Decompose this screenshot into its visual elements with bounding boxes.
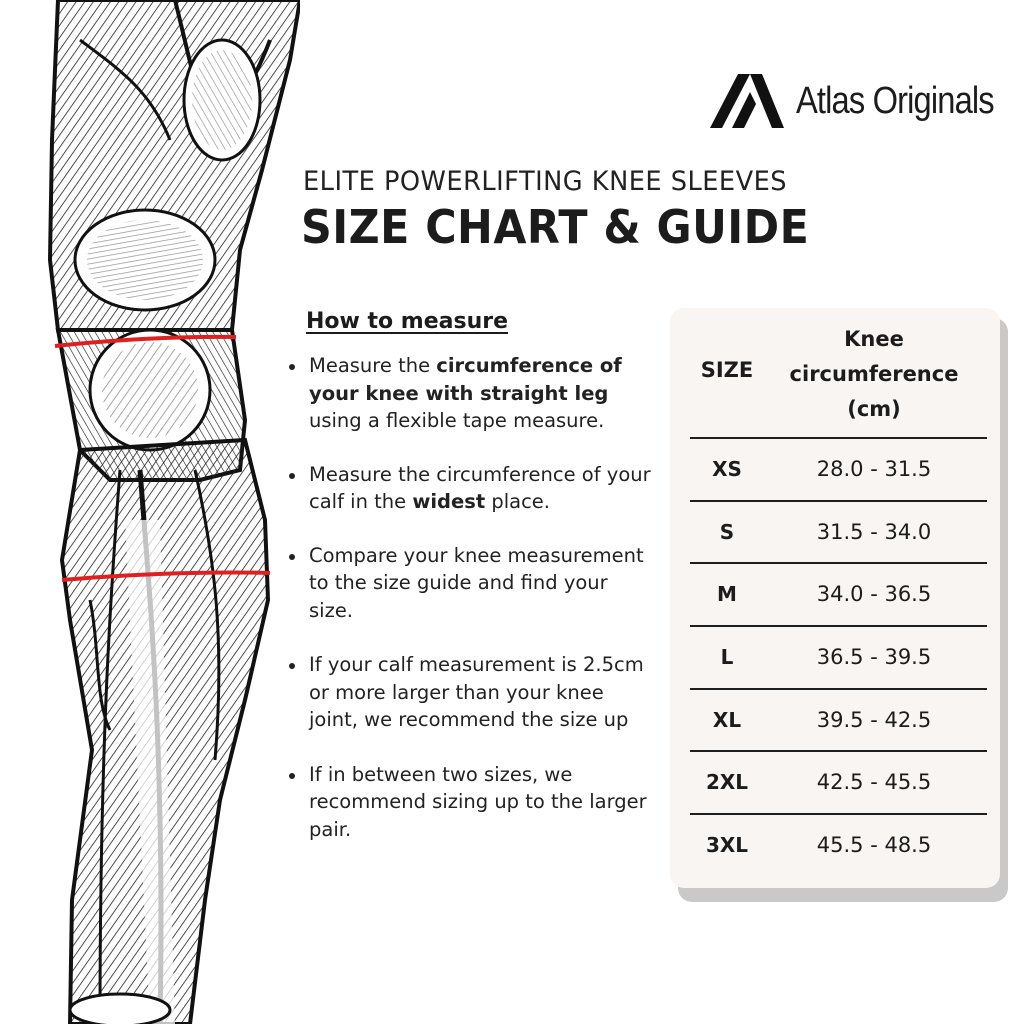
size-cell: 3XL <box>705 833 749 858</box>
table-row <box>690 813 987 876</box>
page-title: SIZE CHART & GUIDE <box>301 200 810 254</box>
size-cell: XS <box>712 457 742 481</box>
size-cell: L <box>720 645 734 670</box>
size-cell: S <box>719 519 735 544</box>
page-subtitle: ELITE POWERLIFTING KNEE SLEEVES <box>303 166 788 197</box>
measure-step: Compare your knee measurement to the size guide and find your size. <box>284 542 654 625</box>
size-column-header: SIZE <box>700 358 754 382</box>
table-row <box>690 437 987 500</box>
measure-step: If your calf measurement is 2.5cm or more larger than your knee joint, we recommend the size up <box>284 651 654 734</box>
table-row <box>690 562 987 625</box>
knee-column-header: Knee circumference (cm) <box>789 327 959 421</box>
brand-logo-block <box>710 72 1024 130</box>
size-cell: 2XL <box>705 770 749 795</box>
range-cell: 45.5 - 48.5 <box>816 833 932 858</box>
how-to-measure-heading: How to measure <box>306 309 509 334</box>
table-row <box>690 500 987 563</box>
leg-sketch-illustration <box>0 0 300 1024</box>
table-row <box>690 688 987 751</box>
measure-step: If in between two sizes, we recommend sizing up to the larger pair. <box>284 761 654 844</box>
measure-steps-list <box>284 352 654 843</box>
measure-step: Measure the circumference of your knee with straight leg using a flexible tape measure. <box>284 352 654 435</box>
atlas-chevron-logo-icon <box>710 74 784 128</box>
brand-name: Atlas Originals <box>796 79 994 122</box>
range-cell: 39.5 - 42.5 <box>816 707 932 732</box>
range-cell: 31.5 - 34.0 <box>816 519 932 544</box>
size-cell: M <box>717 582 737 607</box>
size-table-rows <box>690 437 987 876</box>
size-cell: XL <box>712 707 742 732</box>
table-row <box>690 625 987 688</box>
measure-step: Measure the circumference of your calf in the widest place. <box>284 461 654 516</box>
range-cell: 34.0 - 36.5 <box>816 582 932 607</box>
range-cell: 28.0 - 31.5 <box>816 457 932 481</box>
range-cell: 42.5 - 45.5 <box>816 770 932 795</box>
size-table-header <box>690 322 987 436</box>
table-row <box>690 750 987 813</box>
range-cell: 36.5 - 39.5 <box>816 645 932 670</box>
